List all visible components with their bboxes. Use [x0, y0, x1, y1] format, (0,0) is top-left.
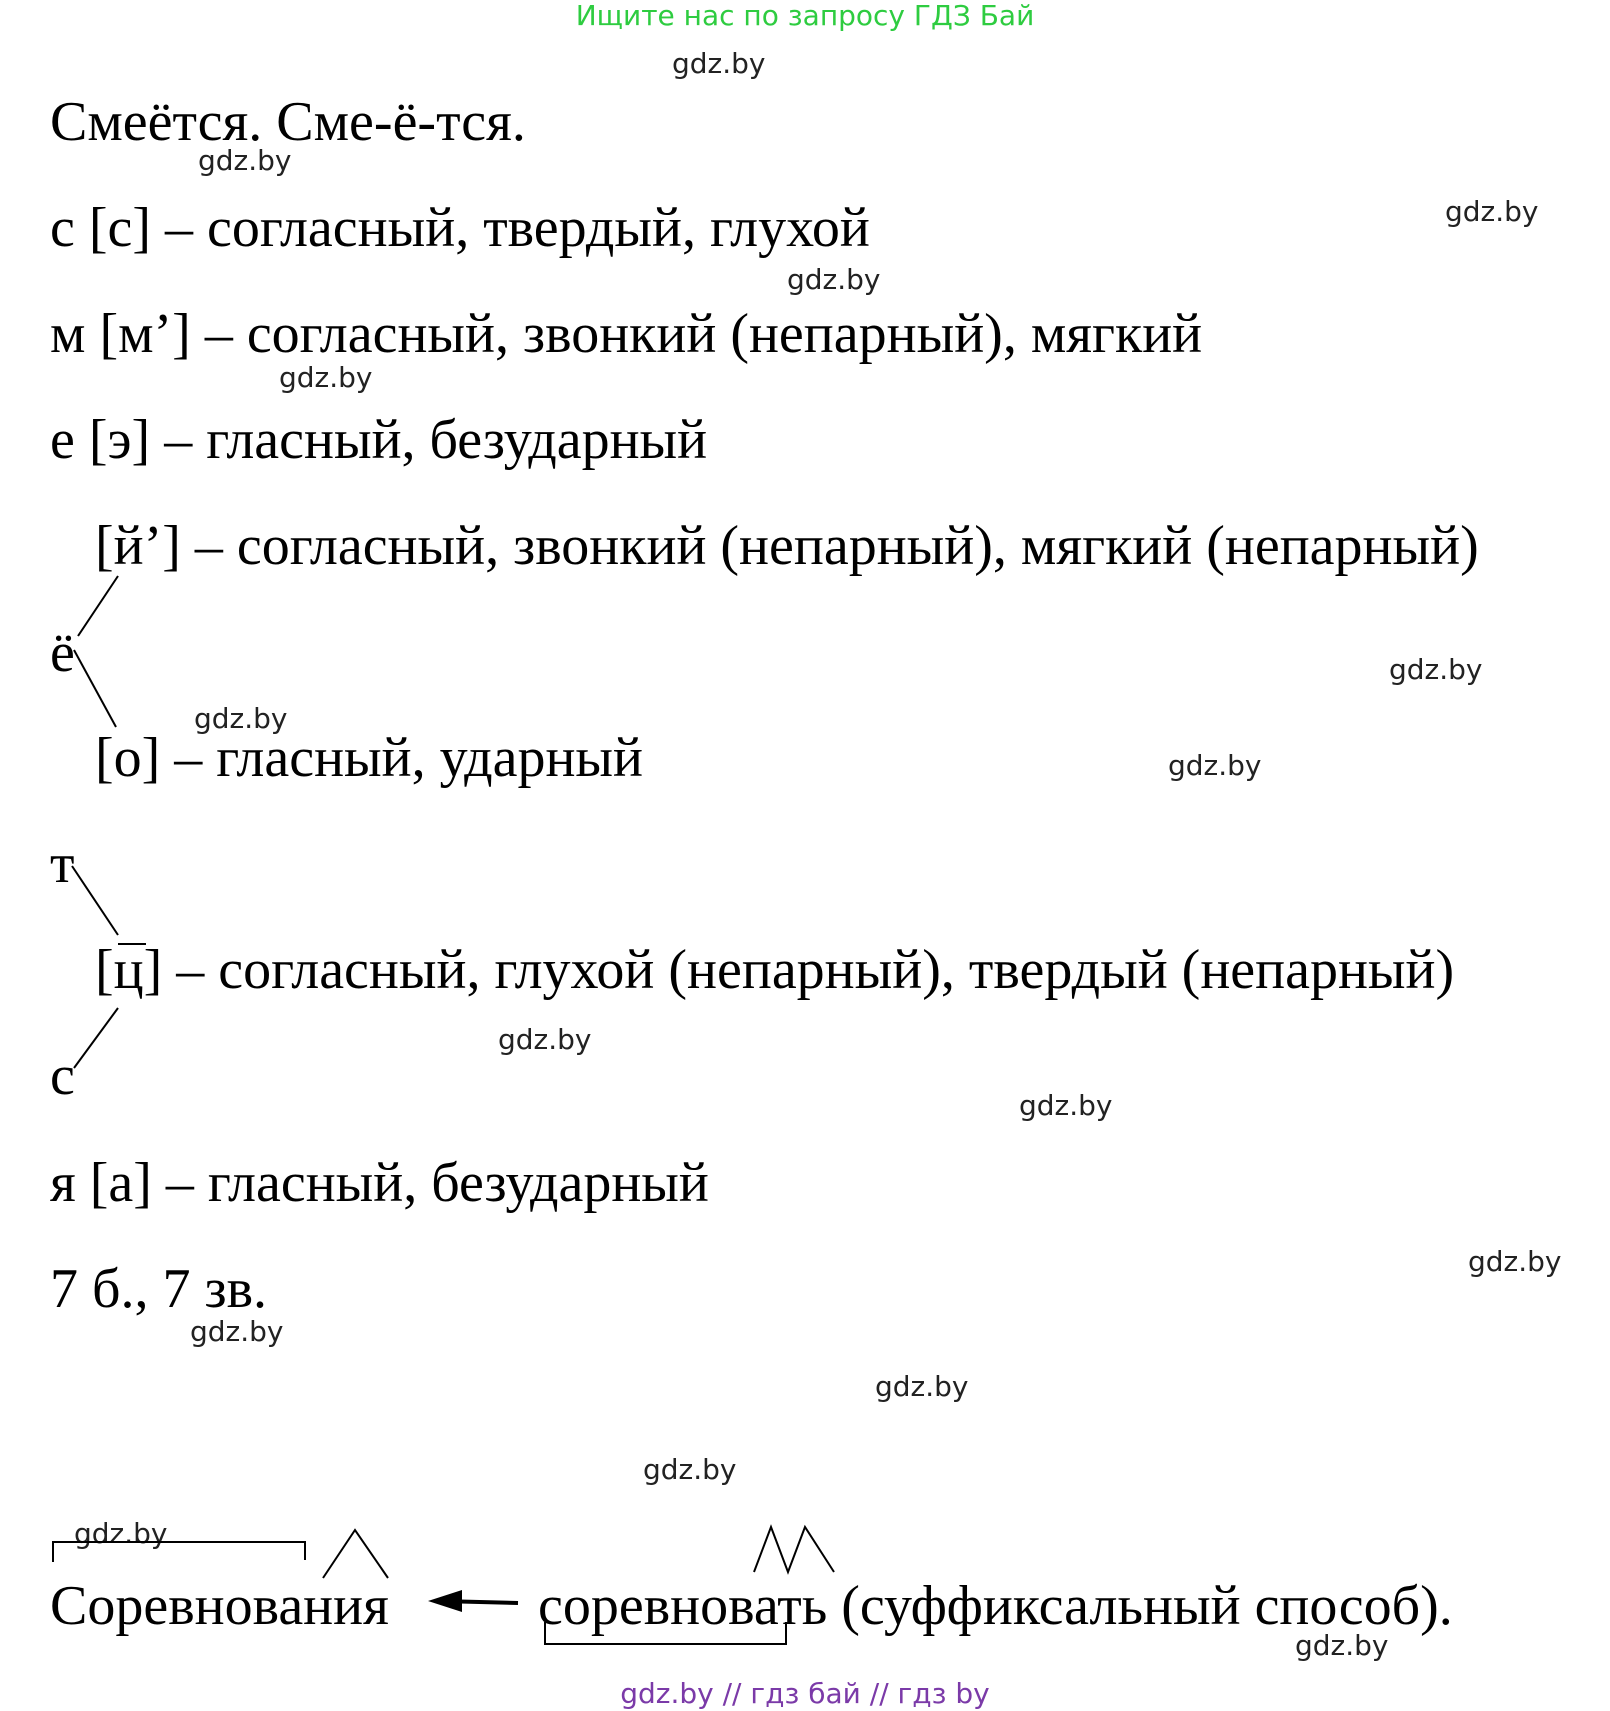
sound-yo-j: [й’] – согласный, звонкий (непарный), мягкий (непарный): [95, 515, 1479, 577]
search-banner: Ищите нас по запросу ГДЗ Бай: [575, 0, 1035, 32]
watermark: gdz.by: [498, 1023, 592, 1056]
suffix-mark-double: [754, 1527, 834, 1572]
watermark: gdz.by: [875, 1370, 969, 1403]
sound-m: м [м’] – согласный, звонкий (непарный), мягкий: [50, 303, 1203, 365]
watermark: gdz.by: [1468, 1245, 1562, 1278]
branch-line-yo-j: [78, 576, 118, 636]
footer-links: gdz.by // гдз бай // гдз by: [620, 1677, 990, 1710]
sound-ya: я [а] – гласный, безударный: [50, 1152, 709, 1214]
watermark: gdz.by: [1389, 653, 1483, 686]
root-mark: [53, 1542, 305, 1562]
arrow-icon: [428, 1590, 462, 1612]
watermark: gdz.by: [1019, 1089, 1113, 1122]
watermark: gdz.by: [672, 47, 766, 80]
branch-line-s: [74, 1008, 118, 1068]
word-title: Смеётся. Сме-ё-тся.: [50, 91, 526, 153]
sound-e: е [э] – гласный, безударный: [50, 409, 708, 471]
sound-ts: [ц] – согласный, глухой (непарный), твердый (непарный): [95, 939, 1455, 1001]
watermark: gdz.by: [1295, 1629, 1389, 1662]
watermark: gdz.by: [279, 361, 373, 394]
watermark: gdz.by: [643, 1453, 737, 1486]
branch-line-t: [72, 866, 118, 935]
sound-yo-o: [о] – гласный, ударный: [95, 727, 644, 789]
suffix-mark: [323, 1530, 388, 1578]
letter-s: с: [50, 1045, 75, 1107]
letter-t: т: [50, 833, 75, 895]
branch-line-yo-o: [74, 650, 116, 727]
stem-mark: [545, 1622, 786, 1644]
watermark: gdz.by: [190, 1315, 284, 1348]
watermark: gdz.by: [1168, 749, 1262, 782]
sound-s: с [с] – согласный, твердый, глухой: [50, 197, 870, 259]
source-word: соревновать (суффиксальный способ).: [538, 1575, 1453, 1637]
watermark: gdz.by: [74, 1517, 168, 1550]
letter-yo: ё: [50, 622, 75, 684]
watermark: gdz.by: [787, 263, 881, 296]
watermark: gdz.by: [198, 144, 292, 177]
watermark: gdz.by: [1445, 195, 1539, 228]
derived-word: Соревнования: [50, 1575, 389, 1637]
letter-sound-count: 7 б., 7 зв.: [50, 1258, 268, 1320]
watermark: gdz.by: [194, 702, 288, 735]
